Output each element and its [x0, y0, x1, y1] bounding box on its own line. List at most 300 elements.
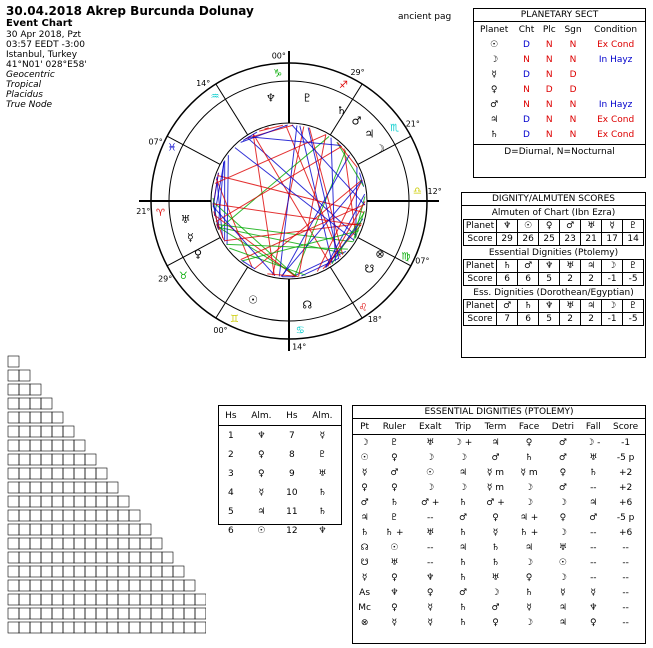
dignity-cell: ♄ + [385, 527, 404, 538]
sect-row [474, 97, 645, 112]
aspect-grid-cell [107, 482, 118, 493]
aspect-grid-cell [63, 538, 74, 549]
info-line: Placidus [6, 90, 43, 100]
aspect-grid-cell [63, 524, 74, 535]
dignity-cell: ☽ [459, 452, 468, 463]
sect-condition: Ex Cond [597, 39, 635, 50]
aspect-grid-cell [107, 538, 118, 549]
dignity-cell: ♅ [426, 437, 435, 448]
dignity-cell: ♀ [391, 482, 398, 493]
aspect-grid-cell [140, 580, 151, 591]
aspect-grid-cell [8, 538, 19, 549]
dignity-cell: ♀ [391, 452, 398, 463]
almuten-planet-icon: ☽ [602, 300, 623, 313]
zodiac-sign-glyph: ♐ [339, 80, 349, 92]
sect-planet-icon: ♂ [490, 99, 499, 110]
dignity-point: ☿ [361, 467, 368, 478]
dignity-cell: -- [590, 482, 597, 493]
chart-wheel [128, 40, 450, 362]
aspect-grid-cell [118, 566, 129, 577]
aspect-grid-cell [96, 566, 107, 577]
hs-header: Hs [225, 410, 237, 421]
dignity-cell: ♄ [459, 497, 468, 508]
planet-glyph: ☋ [364, 262, 375, 276]
aspect-grid-cell [162, 608, 173, 619]
aspect-grid-cell [151, 538, 162, 549]
dignity-cell: ♃ [459, 542, 468, 553]
aspect-grid-cell [63, 594, 74, 605]
aspect-grid-cell [107, 566, 118, 577]
aspect-grid-cell [63, 552, 74, 563]
aspect-grid-cell [195, 594, 206, 605]
sect-plc: N [545, 69, 553, 80]
aspect-grid-cell [30, 426, 41, 437]
aspect-grid-cell [140, 608, 151, 619]
almuten-score: 6 [518, 273, 539, 286]
almuten-planet-icon: ♃ [581, 300, 602, 313]
aspect-grid-cell [19, 580, 30, 591]
almuten-score: -5 [623, 273, 644, 286]
planetary-sect-panel [473, 8, 646, 178]
aspect-grid-cell [52, 482, 63, 493]
dignity-cell: ♀ [590, 617, 597, 628]
dignity-row [353, 615, 645, 630]
almuten-score: 5 [539, 313, 560, 326]
sect-header: Sgn [564, 24, 582, 35]
dignity-cell: -- [590, 542, 597, 553]
almuten-planet-icon: ♆ [497, 220, 518, 233]
planet-glyph: ☉ [248, 293, 259, 307]
dignity-cell: -- [590, 557, 597, 568]
house-cusp-line [330, 267, 362, 318]
aspect-grid-cell [19, 370, 30, 381]
house-almuten-icon: ♆ [318, 525, 327, 536]
aspect-grid-cell [140, 552, 151, 563]
sect-plc: N [545, 54, 553, 65]
planet-glyph: ☿ [186, 230, 194, 244]
sect-sgn: N [569, 54, 577, 65]
almuten-sub3: Ess. Dignities (Dorothean/Egyptian) [473, 288, 634, 298]
cusp-degree-label: 07° [415, 256, 430, 266]
dignity-cell: -- [622, 572, 629, 583]
dignity-cell: ♄ [459, 557, 468, 568]
dignity-cell: ☿ [590, 587, 597, 598]
almuten-score: 29 [497, 233, 518, 246]
aspect-grid-cell [107, 608, 118, 619]
aspect-grid-cell [41, 398, 52, 409]
sect-cht: D [523, 114, 530, 125]
aspect-grid-cell [184, 622, 195, 633]
aspect-grid-cell [8, 594, 19, 605]
dignity-row [353, 450, 645, 465]
aspect-grid-cell [129, 608, 140, 619]
dignity-point: ♀ [361, 482, 368, 493]
sect-condition: Ex Cond [597, 129, 635, 140]
dignity-cell: -- [426, 557, 434, 568]
info-line: Tropical [6, 80, 42, 90]
aspect-grid-cell [118, 552, 129, 563]
aspect-grid-cell [129, 622, 140, 633]
sect-planet-icon: ♄ [490, 129, 499, 140]
aspect-grid-cell [118, 510, 129, 521]
dig-header: Trip [455, 421, 472, 432]
sect-plc: N [545, 114, 553, 125]
dignity-cell: -1 [621, 437, 631, 448]
house-number: 4 [227, 487, 234, 498]
sect-plc: N [545, 129, 553, 140]
dignity-cell: ♂ [491, 452, 500, 463]
aspect-grid-cell [52, 622, 63, 633]
dignity-cell: ☉ [426, 467, 435, 478]
cusp-degree-label: 29° [350, 68, 365, 78]
aspect-grid-cell [41, 538, 52, 549]
aspect-grid-cell [8, 566, 19, 577]
aspect-grid-cell [85, 622, 96, 633]
dignity-cell: -- [622, 602, 629, 613]
cusp-degree-label: 00° [271, 51, 286, 61]
info-line: True Node [6, 100, 53, 110]
dignity-cell: ♂ + [486, 497, 505, 508]
aspect-grid-cell [52, 496, 63, 507]
sect-header: Planet [480, 24, 509, 35]
dignity-cell: ☽ [426, 482, 435, 493]
aspect-grid-cell [63, 440, 74, 451]
aspect-grid-cell [118, 594, 129, 605]
zodiac-sign-glyph: ♑ [273, 68, 283, 80]
aspect-ring [211, 123, 367, 279]
dignity-point: ☿ [361, 572, 368, 583]
dignity-row [353, 480, 645, 495]
aspect-grid-cell [52, 608, 63, 619]
aspect-line [235, 148, 354, 241]
dignity-cell: ♆ [589, 602, 598, 613]
aspect-grid [6, 350, 206, 642]
aspect-grid-cell [52, 454, 63, 465]
aspect-line [215, 135, 326, 184]
planet-glyph: ♅ [180, 213, 191, 227]
aspect-grid-cell [96, 594, 107, 605]
zodiac-sign-glyph: ♋ [295, 325, 305, 337]
sect-cht: N [523, 54, 530, 65]
aspect-grid-cell [8, 454, 19, 465]
house-cusp-line [216, 267, 248, 318]
score-label: Score [463, 233, 496, 246]
sect-cht: N [523, 84, 530, 95]
aspect-grid-cell [19, 566, 30, 577]
aspect-grid-cell [118, 622, 129, 633]
dignity-point: ☊ [360, 542, 369, 553]
aspect-grid-cell [151, 580, 162, 591]
aspect-grid-cell [96, 538, 107, 549]
aspect-grid-cell [184, 580, 195, 591]
aspect-grid-cell [8, 608, 19, 619]
aspect-grid-cell [8, 468, 19, 479]
aspect-grid-cell [74, 580, 85, 591]
aspect-grid-cell [151, 622, 162, 633]
dignity-cell: ♄ [589, 467, 598, 478]
aspect-grid-cell [52, 552, 63, 563]
dignity-cell: -- [622, 587, 629, 598]
aspect-grid-cell [30, 608, 41, 619]
aspect-grid-cell [173, 566, 184, 577]
aspect-grid-cell [96, 608, 107, 619]
aspect-grid-cell [41, 566, 52, 577]
almuten-planet-icon: ♂ [560, 220, 581, 233]
dignity-cell: ♄ [491, 542, 500, 553]
aspect-grid-cell [30, 468, 41, 479]
aspect-grid-cell [30, 384, 41, 395]
aspect-grid-cell [30, 496, 41, 507]
house-almuten-icon: ♆ [257, 430, 266, 441]
dignity-cell: -- [590, 572, 597, 583]
dignity-cell: ♂ + [420, 497, 440, 508]
aspect-grid-cell [52, 426, 63, 437]
house-number: 2 [227, 449, 234, 460]
house-number: 1 [227, 430, 234, 441]
aspect-grid-cell [30, 412, 41, 423]
zodiac-sign-glyph: ♏ [390, 123, 400, 135]
almuten-score: 17 [602, 233, 623, 246]
aspect-grid-cell [41, 622, 52, 633]
dignity-cell: ☽ + [453, 437, 473, 448]
dignity-cell: ♇ [390, 512, 399, 523]
aspect-grid-cell [8, 524, 19, 535]
dignity-cell: +6 [618, 527, 633, 538]
aspect-grid-cell [74, 510, 85, 521]
dignity-cell: ☿ [427, 617, 433, 628]
aspect-grid-cell [19, 468, 30, 479]
aspect-grid-cell [8, 552, 19, 563]
dignity-cell: ♂ [491, 602, 500, 613]
almuten-score: 25 [539, 233, 560, 246]
zodiac-sign-glyph: ♊ [229, 313, 239, 325]
sect-header: Condition [594, 24, 638, 35]
dignity-cell: ♀ [525, 572, 533, 583]
chart-info [6, 30, 87, 110]
dignity-cell: ♆ [426, 572, 435, 583]
aspect-grid-cell [41, 482, 52, 493]
aspect-grid-cell [30, 510, 41, 521]
dignity-cell: ♀ [559, 467, 567, 478]
dignity-cell: ♄ [525, 587, 534, 598]
aspect-grid-cell [162, 552, 173, 563]
dignity-cell: ☽ [558, 527, 567, 538]
house-almuten-icon: ♄ [318, 506, 327, 517]
house-number: 8 [288, 449, 295, 460]
aspect-grid-cell [63, 608, 74, 619]
dignity-point: ♃ [360, 512, 369, 523]
house-almuten-icon: ♀ [258, 468, 265, 479]
sect-row [474, 67, 645, 82]
dignity-cell: -- [622, 557, 629, 568]
aspect-grid-cell [74, 496, 85, 507]
aspect-grid-cell [74, 552, 85, 563]
aspect-line [227, 155, 228, 245]
aspect-grid-cell [162, 594, 173, 605]
sect-row [474, 112, 645, 127]
almuten-score: 5 [539, 273, 560, 286]
house-almuten-icon: ♇ [318, 449, 327, 460]
aspect-grid-cell [173, 580, 184, 591]
aspect-grid-cell [151, 552, 162, 563]
dignity-point: ☉ [360, 452, 369, 463]
sect-planet-icon: ♀ [490, 84, 498, 95]
almuten-score: -1 [602, 313, 623, 326]
aspect-grid-cell [74, 440, 85, 451]
aspect-grid-cell [63, 468, 74, 479]
info-line: Geocentric [6, 70, 55, 80]
dignity-cell: ♃ [589, 497, 598, 508]
almuten-planet-icon: ♅ [560, 260, 581, 273]
aspect-grid-cell [96, 496, 107, 507]
dignity-cell: ♄ [491, 557, 500, 568]
aspect-grid-cell [162, 622, 173, 633]
sect-row [474, 82, 645, 97]
dig-header: Detri [551, 421, 574, 432]
sect-sgn: D [569, 69, 577, 80]
dignity-cell: ♂ [459, 512, 468, 523]
house-number: 3 [227, 468, 234, 479]
sect-plc: N [545, 39, 553, 50]
aspect-grid-cell [85, 552, 96, 563]
hs-header: Alm. [251, 410, 272, 421]
dignity-point: ☋ [360, 557, 369, 568]
dignity-row [353, 540, 645, 555]
dignity-cell: +2 [618, 482, 633, 493]
dignity-cell: -- [426, 542, 434, 553]
sect-plc: D [545, 84, 553, 95]
sect-planet-icon: ☿ [491, 69, 497, 80]
almuten-score: 7 [497, 313, 518, 326]
aspect-grid-cell [30, 566, 41, 577]
aspect-grid-cell [30, 552, 41, 563]
dignity-cell: -5 p [616, 452, 635, 463]
dignity-cell: ♀ [492, 617, 499, 628]
dignity-cell: +6 [618, 497, 633, 508]
dignity-cell: ☽ [525, 497, 534, 508]
aspect-grid-cell [63, 426, 74, 437]
aspect-grid-cell [118, 538, 129, 549]
house-almuten-table [219, 406, 341, 540]
cusp-degree-label: 21° [405, 119, 420, 129]
sect-table [474, 22, 645, 142]
aspect-grid-cell [162, 566, 173, 577]
sect-cht: D [523, 39, 530, 50]
dignity-row [353, 435, 645, 451]
dignity-cell: ♀ [559, 512, 567, 523]
dignity-row [353, 585, 645, 600]
dignity-cell: ♂ [558, 437, 567, 448]
aspect-grid-cell [85, 524, 96, 535]
aspect-grid-cell [19, 552, 30, 563]
dignity-point: ⊗ [360, 617, 369, 628]
dignity-cell: ♃ + [519, 512, 539, 523]
aspect-grid-cell [74, 608, 85, 619]
dignity-cell: ♃ [558, 602, 567, 613]
aspect-grid-cell [184, 608, 195, 619]
dignity-cell: ♃ [491, 437, 500, 448]
aspect-grid-cell [63, 622, 74, 633]
zodiac-sign-glyph: ♒ [210, 91, 220, 103]
aspect-grid-cell [184, 594, 195, 605]
planet-glyph: ♂ [351, 114, 362, 128]
sect-cht: N [523, 99, 530, 110]
sect-planet-icon: ♃ [490, 114, 499, 125]
almuten-planet-icon: ☿ [602, 220, 623, 233]
dig-header: Fall [585, 421, 601, 432]
planet-label: Planet [463, 260, 496, 273]
aspect-line [253, 134, 330, 265]
aspect-grid-cell [41, 440, 52, 451]
aspect-grid-cell [8, 440, 19, 451]
almuten-planet-icon: ♅ [581, 220, 602, 233]
dignity-cell: ♅ [390, 557, 399, 568]
aspect-grid-cell [8, 622, 19, 633]
aspect-grid-cell [107, 580, 118, 591]
planet-glyph: ♆ [265, 91, 276, 105]
aspect-grid-cell [41, 412, 52, 423]
almuten-planet-icon: ♅ [560, 300, 581, 313]
planet-glyph: ♀ [194, 247, 203, 261]
aspect-grid-cell [140, 524, 151, 535]
aspect-line [216, 146, 342, 221]
almuten-planet-icon: ☉ [518, 220, 539, 233]
dignity-cell: ☿ m [486, 467, 505, 478]
zodiac-sign-glyph: ♍ [401, 251, 411, 263]
dig-header: Pt [360, 421, 370, 432]
sect-sgn: N [569, 114, 577, 125]
dignity-cell: ☿ [427, 602, 433, 613]
aspect-grid-cell [129, 566, 140, 577]
dignity-cell: ♂ [390, 467, 399, 478]
aspect-grid-cell [74, 566, 85, 577]
dignity-cell: ♀ [492, 512, 499, 523]
dignity-point: As [359, 587, 371, 598]
planet-glyph: ☊ [302, 298, 313, 312]
planet-glyph: ♇ [302, 91, 313, 105]
house-number: 12 [286, 525, 298, 536]
aspect-grid-cell [74, 468, 85, 479]
dignity-cell: ♆ [390, 587, 399, 598]
dignity-cell: ♂ [589, 512, 598, 523]
aspect-grid-cell [151, 608, 162, 619]
planet-glyph: ⊗ [375, 247, 385, 261]
sect-cht: D [523, 69, 530, 80]
cusp-degree-label: 21° [136, 207, 151, 217]
aspect-grid-cell [41, 426, 52, 437]
cusp-degree-label: 18° [367, 315, 382, 325]
dig-header: Score [613, 421, 639, 432]
almuten-sub2: Essential Dignities (Ptolemy) [488, 248, 619, 258]
aspect-grid-cell [107, 552, 118, 563]
almuten-score: 2 [560, 313, 581, 326]
aspect-grid-cell [52, 580, 63, 591]
aspect-grid-cell [162, 580, 173, 591]
dignity-cell: ♄ [459, 527, 468, 538]
dignity-cell: ☿ [526, 602, 532, 613]
aspect-grid-cell [85, 566, 96, 577]
almuten-sub1: Almuten of Chart (Ibn Ezra) [491, 208, 616, 218]
dignity-row [353, 525, 645, 540]
dignity-cell: ♄ [525, 452, 534, 463]
dignity-row [353, 570, 645, 585]
aspect-grid-cell [41, 524, 52, 535]
aspect-grid-cell [151, 566, 162, 577]
aspect-grid-cell [195, 608, 206, 619]
aspect-grid-cell [52, 524, 63, 535]
aspect-grid-cell [63, 510, 74, 521]
aspect-grid-cell [30, 538, 41, 549]
